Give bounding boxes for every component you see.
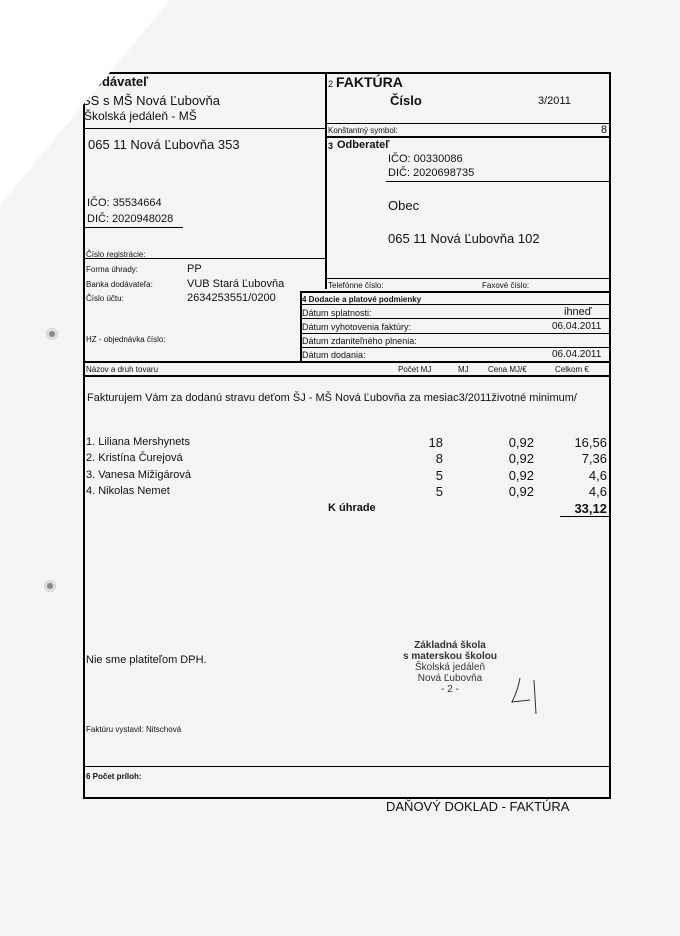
- registration-label: Číslo registrácie:: [86, 250, 146, 259]
- item-name: 2. Kristína Čurejová: [86, 452, 183, 464]
- customer-address: 065 11 Nová Ľubovňa 102: [388, 231, 540, 246]
- divider-attachments: [83, 766, 611, 767]
- divider-delivery-row1: [300, 318, 610, 319]
- supplier-address: 065 11 Nová Ľubovňa 353: [88, 137, 240, 152]
- issued-by: Faktúru vystavil: Nitschová: [86, 725, 182, 734]
- signature: [508, 676, 548, 716]
- constant-symbol-value: 8: [601, 124, 608, 136]
- total-label: K úhrade: [328, 502, 376, 514]
- vat-note: Nie sme platiteľom DPH.: [86, 654, 207, 666]
- payment-label: Forma úhrady:: [86, 265, 139, 274]
- punch-hole-bottom: [44, 580, 56, 592]
- invoice-number-value: 3/2011: [538, 95, 571, 107]
- divider-supplier-invoice: [325, 72, 327, 289]
- stamp-line-5: - 2 -: [441, 684, 459, 695]
- divider-items-header-bottom: [83, 375, 611, 377]
- customer-ico: IČO: 00330086: [388, 153, 463, 165]
- payment-value: PP: [187, 263, 202, 275]
- total-value: 33,12: [574, 501, 607, 516]
- item-count: 8: [435, 451, 443, 466]
- items-header-total: Celkom €: [555, 365, 589, 374]
- customer-heading: Odberateľ: [337, 139, 390, 151]
- due-date-label: Dátum splatnosti:: [302, 308, 372, 318]
- delivery-date-label: Dátum dodania:: [302, 350, 366, 360]
- supplier-ico: IČO: 35534664: [87, 197, 162, 209]
- items-header-price: Cena MJ/€: [488, 365, 527, 374]
- item-name: 4. Nikolas Nemet: [86, 485, 170, 497]
- item-count: 18: [428, 435, 443, 450]
- constant-symbol-label: Konštantný symbol:: [328, 126, 398, 135]
- due-date-value: ihneď: [564, 306, 592, 318]
- bank-value: VUB Stará Ľubovňa: [187, 278, 285, 290]
- stamp-line-3: Školská jedáleň: [414, 662, 486, 673]
- stamp-line-2: s materskou školou: [403, 651, 497, 662]
- item-name: 1. Liliana Mershynets: [86, 436, 190, 448]
- item-total: 4,6: [588, 484, 607, 499]
- items-header-count: Počet MJ: [398, 365, 432, 374]
- item-total: 4,6: [588, 468, 607, 483]
- customer-section-number: 3: [328, 141, 334, 151]
- divider-items-header-top: [83, 361, 611, 363]
- supplier-unit: Školská jedáleň - MŠ: [84, 109, 197, 123]
- invoice-description: Fakturujem Vám za dodanú stravu deťom ŠJ - MŠ Nová Ľubovňa za mesiac3/2011životné minimum/: [87, 392, 577, 404]
- bank-label: Banka dodávateľa:: [86, 280, 153, 289]
- divider-delivery-heading: [300, 304, 610, 305]
- account-value: 2634253551/0200: [187, 292, 276, 304]
- stamp-line-4: Nová Ľubovňa: [417, 673, 483, 684]
- divider-phone-row: [325, 278, 610, 279]
- invoice-number-label: Číslo: [390, 93, 422, 108]
- item-price: 0,92: [508, 484, 534, 499]
- item-count: 5: [435, 468, 443, 483]
- item-price: 0,92: [508, 468, 534, 483]
- underline-total: [560, 516, 610, 517]
- attachments-label: 6 Počet príloh:: [86, 772, 142, 781]
- supplier-heading: odávateľ: [94, 74, 149, 89]
- divider-invoice-constant: [325, 123, 610, 124]
- customer-dic: DIČ: 2020698735: [388, 167, 475, 179]
- divider-constant-customer: [325, 136, 610, 138]
- account-label: Číslo účtu:: [86, 294, 124, 303]
- school-stamp: [380, 640, 520, 695]
- item-price: 0,92: [508, 435, 534, 450]
- phone-label: Telefónne číslo:: [328, 281, 384, 290]
- invoice-section-number: 2: [328, 79, 334, 89]
- invoice-title: FAKTÚRA: [336, 74, 403, 90]
- taxable-date-label: Dátum zdaniteľného plnenia:: [302, 336, 417, 346]
- fax-label: Faxové číslo:: [482, 281, 530, 290]
- divider-delivery-top: [300, 291, 610, 293]
- supplier-dic: DIČ: 2020948028: [87, 213, 174, 225]
- item-count: 5: [435, 484, 443, 499]
- divider-delivery-row3: [300, 347, 610, 348]
- order-label: HZ - objednávka číslo:: [86, 335, 166, 344]
- delivery-date-value: 06.04.2011: [552, 349, 602, 360]
- item-total: 16,56: [574, 435, 607, 450]
- stamp-line-1: Základná škola: [414, 640, 486, 651]
- outer-right-border: [609, 72, 611, 798]
- customer-name: Obec: [388, 198, 420, 213]
- item-total: 7,36: [581, 451, 607, 466]
- items-header-unit: MJ: [458, 365, 469, 374]
- folded-corner: [0, 0, 170, 205]
- item-price: 0,92: [508, 451, 534, 466]
- footer-title: DAŇOVÝ DOKLAD - FAKTÚRA: [386, 799, 570, 814]
- divider-delivery-row2: [300, 333, 610, 334]
- delivery-heading: 4 Dodacie a platové podmienky: [302, 295, 422, 304]
- underline-customer-dic: [386, 181, 609, 182]
- punch-hole-top: [46, 328, 58, 340]
- item-name: 3. Vanesa Mižigárová: [86, 469, 191, 481]
- items-header-name: Názov a druh tovaru: [86, 365, 159, 374]
- supplier-name: ŠS s MŠ Nová Ľubovňa: [82, 93, 221, 108]
- issue-date-label: Dátum vyhotovenia faktúry:: [302, 322, 412, 332]
- issue-date-value: 06.04.2011: [552, 321, 602, 332]
- underline-dic: [83, 227, 183, 228]
